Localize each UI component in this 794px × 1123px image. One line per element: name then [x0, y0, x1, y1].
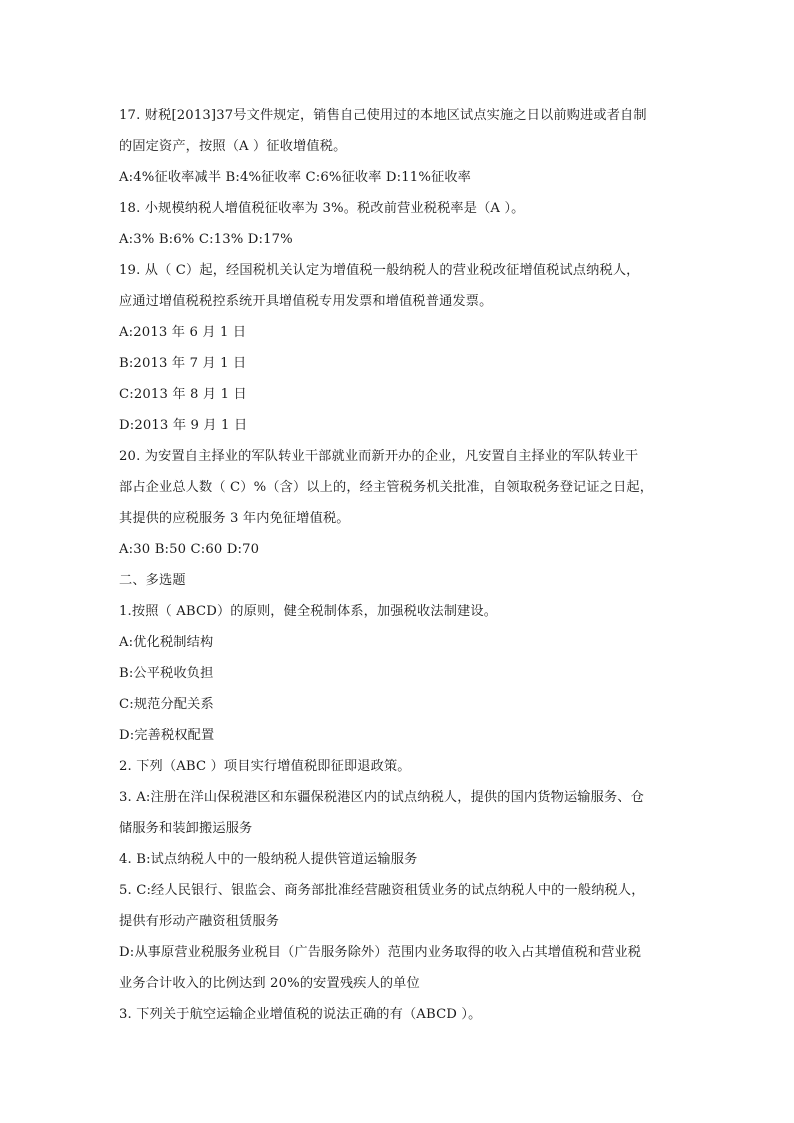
mc-question-2-option-d-line-1: D:从事原营业税服务业税目（广告服务除外）范围内业务取得的收入占其增值税和营业税: [119, 945, 642, 960]
question-19-option-a: A:2013 年 6 月 1 日: [119, 325, 247, 340]
question-19-option-c: C:2013 年 8 月 1 日: [119, 387, 247, 402]
mc-question-2-option-a-line-2: 储服务和装卸搬运服务: [119, 821, 253, 836]
mc-question-2-option-a-line-1: 3. A:注册在洋山保税港区和东疆保税港区内的试点纳税人，提供的国内货物运输服务、仓: [119, 790, 644, 805]
mc-question-1-option-c: C:规范分配关系: [119, 697, 214, 712]
mc-question-1-option-b: B:公平税收负担: [119, 666, 214, 681]
question-17-options: A:4%征收率减半 B:4%征收率 C:6%征收率 D:11%征收率: [119, 170, 472, 185]
question-19-option-b: B:2013 年 7 月 1 日: [119, 356, 247, 371]
question-20-line-1: 20. 为安置自主择业的军队转业干部就业而新开办的企业，凡安置自主择业的军队转业干: [119, 449, 639, 464]
section-heading-multiple-choice: 二、多选题: [119, 573, 186, 588]
question-19-option-d: D:2013 年 9 月 1 日: [119, 418, 248, 433]
mc-question-1-option-a: A:优化税制结构: [119, 635, 214, 650]
mc-question-2-option-d-line-2: 业务合计收入的比例达到 20%的安置残疾人的单位: [119, 976, 420, 991]
question-19-line-1: 19. 从（ C）起，经国税机关认定为增值税一般纳税人的营业税改征增值税试点纳税人，: [119, 263, 640, 278]
question-18-options: A:3% B:6% C:13% D:17%: [119, 232, 293, 247]
mc-question-2-option-c-line-2: 提供有形动产融资租赁服务: [119, 914, 280, 929]
question-19-line-2: 应通过增值税税控系统开具增值税专用发票和增值税普通发票。: [119, 294, 493, 309]
mc-question-2-option-c-line-1: 5. C:经人民银行、银监会、商务部批准经营融资租赁业务的试点纳税人中的一般纳税人，: [119, 883, 645, 898]
document-body: [119, 100, 679, 1030]
question-18: 18. 小规模纳税人增值税征收率为 3%。税改前营业税税率是（A ）。: [119, 201, 525, 216]
question-20-line-3: 其提供的应税服务 3 年内免征增值税。: [119, 511, 350, 526]
mc-question-3: 3. 下列关于航空运输企业增值税的说法正确的有（ABCD ）。: [119, 1007, 482, 1022]
mc-question-1: 1.按照（ ABCD）的原则，健全税制体系，加强税收法制建设。: [119, 604, 498, 619]
question-20-options: A:30 B:50 C:60 D:70: [119, 542, 260, 557]
question-20-line-2: 部占企业总人数（ C）%（含）以上的，经主管税务机关批准，自领取税务登记证之日起，: [119, 480, 654, 495]
mc-question-2-option-b: 4. B:试点纳税人中的一般纳税人提供管道运输服务: [119, 852, 418, 867]
mc-question-2: 2. 下列（ABC ）项目实行增值税即征即退政策。: [119, 759, 411, 774]
mc-question-1-option-d: D:完善税权配置: [119, 728, 215, 743]
question-17-line-1: 17. 财税[2013]37号文件规定，销售自己使用过的本地区试点实施之日以前购进或者自制: [119, 108, 647, 123]
question-17-line-2: 的固定资产，按照（A ）征收增值税。: [119, 139, 347, 154]
